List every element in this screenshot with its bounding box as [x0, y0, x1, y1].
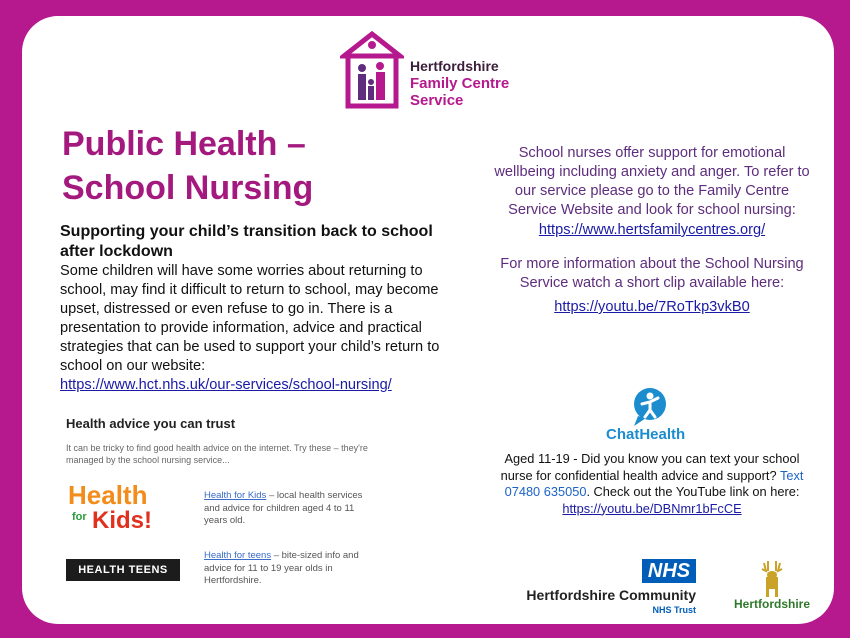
chathealth-label: ChatHealth: [606, 426, 686, 443]
logo-line-1: Hertfordshire: [410, 58, 499, 74]
hart-stag-icon: [752, 559, 792, 599]
health-for-teens-link[interactable]: Health for teens: [204, 550, 272, 561]
hertfordshire-label: Hertfordshire: [733, 597, 810, 611]
logo-line-2: Family Centre: [410, 75, 510, 92]
hertfordshire-council-logo: [724, 559, 820, 615]
transition-subheading: Supporting your child’s transition back to school after lockdown: [60, 223, 433, 260]
hfk-desc: – local health services and advice for children aged 4 to 11 years old.: [204, 490, 363, 526]
hfk-logo-for: for: [72, 511, 87, 523]
youtube-clip-link[interactable]: https://youtu.be/7RoTkp3vkB0: [554, 299, 750, 315]
nhs-org-name: Hertfordshire Community: [526, 587, 696, 603]
snippet-intro: It can be tricky to find good health advice on the internet. Try these – they're managed by the school nursing service...: [66, 443, 368, 465]
transition-body: Some children will have some worries about returning to school, may find it difficult to return to school, may become upset, distressed or even refuse to go in. There is a presentation to provide information, advice and practical strategies that can be used to support your child’s return to school on our website:: [60, 263, 440, 374]
hft-desc: – bite-sized info and advice for 11 to 19 year olds in Hertfordshire.: [204, 550, 359, 586]
text-number: Text 07480 635050: [504, 467, 804, 499]
health-for-kids-description: [204, 490, 374, 528]
hct-school-nursing-link[interactable]: https://www.hct.nhs.uk/our-services/school-nursing/: [60, 377, 392, 393]
family-house-icon: [340, 30, 404, 110]
hfk-logo-health: Health: [68, 480, 148, 510]
poster-card: [22, 16, 834, 624]
health-for-teens-logo: HEALTH TEENS: [66, 559, 180, 581]
chathealth-logo: [602, 386, 702, 446]
nhs-badge: NHS: [642, 559, 696, 583]
support-section: [492, 144, 812, 318]
text-service-info: [492, 451, 812, 517]
logo-line-3: Service: [410, 92, 464, 109]
support-paragraph: School nurses offer support for emotional wellbeing including anxiety and anger. To refer to our service please go to the Family Centre Service Website and look for school nursing:: [494, 145, 810, 218]
aged-text-after: . Check out the YouTube link on here:: [586, 484, 800, 499]
family-centre-logo: [340, 30, 520, 110]
nhs-trust-label: NHS Trust: [652, 605, 696, 615]
youtube-text-service-link[interactable]: https://youtu.be/DBNmr1bFcCE: [562, 500, 742, 516]
health-for-kids-logo: [66, 478, 176, 538]
title-line-2: School Nursing: [62, 169, 314, 207]
health-for-teens-description: [204, 550, 379, 588]
snippet-title: Health advice you can trust: [66, 416, 236, 431]
health-for-kids-link[interactable]: Health for Kids: [204, 490, 267, 501]
chat-bubble-icon: [628, 386, 676, 426]
health-advice-snippet: [60, 412, 430, 612]
hfk-logo-kids: Kids!: [92, 507, 152, 534]
aged-text: Aged 11-19 - Did you know you can text your school nurse for confidential health advice and support?: [500, 451, 800, 483]
transition-section: [60, 222, 460, 395]
title-line-1: Public Health –: [62, 125, 306, 163]
video-paragraph: For more information about the School Nursing Service watch a short clip available here:: [500, 256, 804, 291]
page-title: [62, 122, 382, 210]
herts-family-centres-link[interactable]: https://www.hertsfamilycentres.org/: [538, 222, 766, 238]
